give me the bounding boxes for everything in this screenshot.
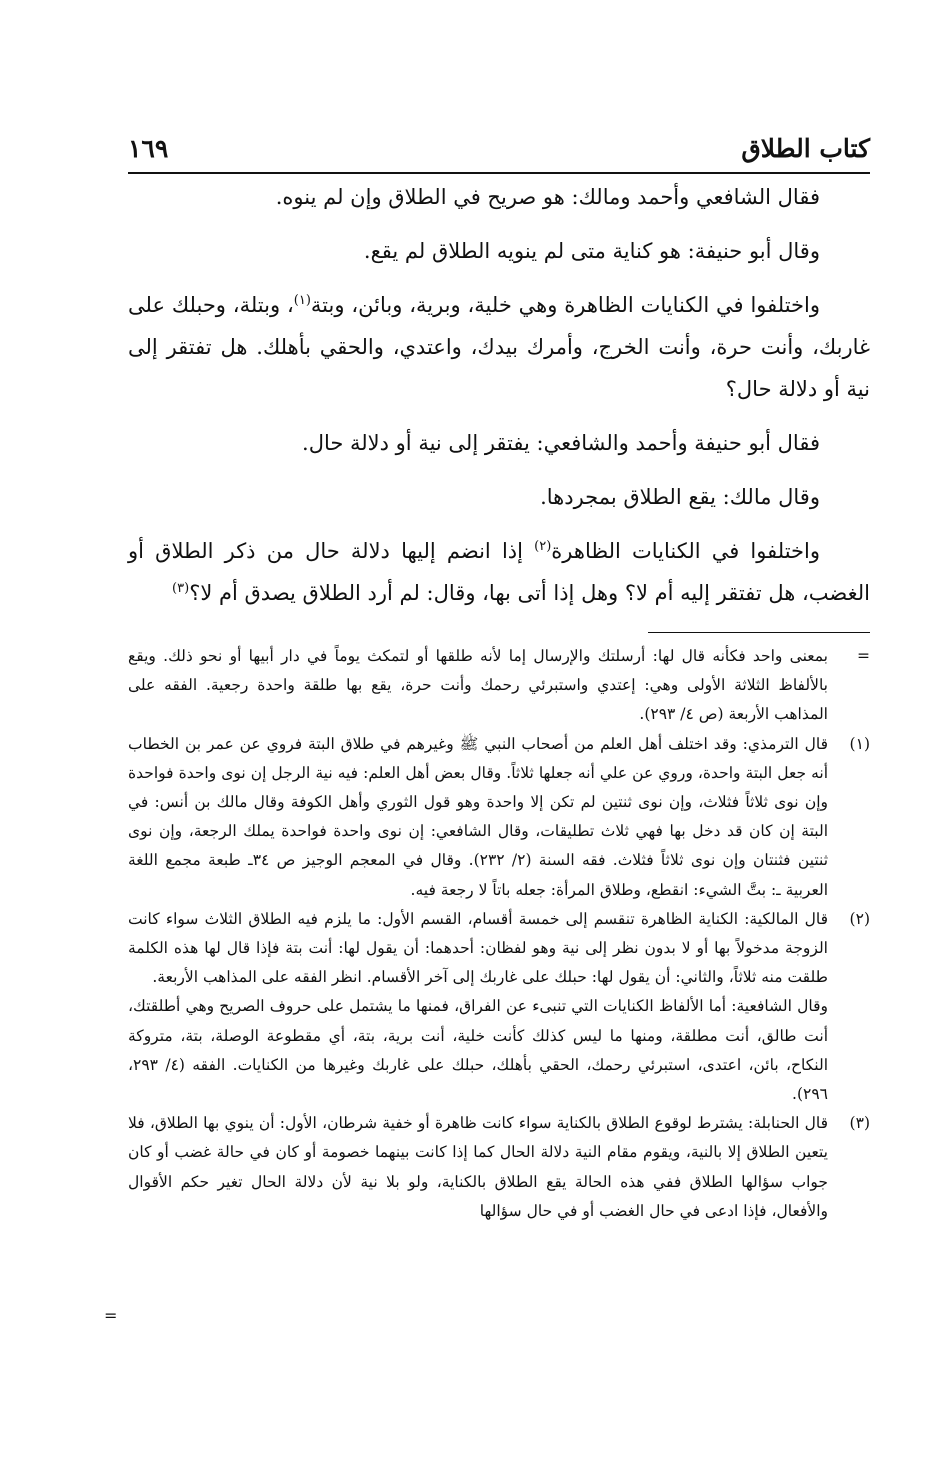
footnote-3 — [128, 1109, 870, 1226]
paragraph-6-text-b: إذا انضم إليها دلالة حال من ذكر الطلاق أو الغضب، هل تفتقر إليه أم لا؟ وهل إذا أتى بها، وقال: لم أرد الطلاق يصدق أم لا؟ — [128, 539, 870, 605]
footnote-2-text: قال المالكية: الكناية الظاهرة تنقسم إلى خمسة أقسام، القسم الأول: ما يلزم فيه الطلاق الثلاث سواء كانت الزوجة مدخولاً بها أو لا بدون نظر إلى نية وهو لفظان: أحدهما: أن يقول لها: أنت بتة فإذا قال لها هذه الكلمة طلقت منه ثلاثاً، والثاني: أن يقول لها: حبلك على غاربك إلى آخر الأقسام. انظر الفقه على المذاهب الأربعة. — [128, 909, 828, 987]
footnote-ref-3[interactable]: (٣) — [172, 581, 190, 596]
footnote-separator — [648, 632, 870, 633]
paragraph-3-text-a: واختلفوا في الكنايات الظاهرة وهي خلية، وبرية، وبائن، وبتة — [310, 293, 820, 317]
continues-marker: = — [104, 1306, 118, 1325]
paragraph-1: فقال الشافعي وأحمد ومالك: هو صريح في الطلاق وإن لم ينوه. — [275, 185, 820, 209]
paragraph-3 — [128, 284, 870, 410]
footnote-1-text: قال الترمذي: وقد اختلف أهل العلم من أصحاب النبي ﷺ وغيرهم في طلاق البتة فروي عن عمر بن الخطاب أنه جعل البتة واحدة، وروي عن علي أنه جعلها ثلاثاً. وقال بعض أهل العلم: فيه نية الرجل إن نوى واحدة فواحدة وإن نوى ثلاثاً فثلاث، وإن نوى ثنتين لم تكن إلا واحدة وهو قول الثوري وأهل الكوفة وقال مالك بن أنس: في البتة إن كان قد دخل بها فهي ثلاث تطليقات، وقال الشافعي: إن نوى واحدة فواحدة يملك الرجعة، وإن نوى ثنتين فثنتان وإن نوى ثلاثاً فثلاث. فقه السنة (٢/ ٢٣٢). وقال في المعجم الوجيز ص ٣٤ـ طبعة مجمع اللغة العربية ـ: بتَّ الشيء: انقطع، وطلاق المرأة: جعله باتاً لا رجعة فيه. — [128, 734, 829, 899]
book-title: كتاب الطلاق — [741, 133, 870, 163]
footnotes — [128, 642, 870, 1226]
continuation-marker: = — [857, 647, 870, 665]
main-text — [128, 176, 870, 626]
paragraph-3-text-b: ، وبتلة، وحبلك على غاربك، وأنت حرة، وأنت الخرج، وأمرك بيدك، واعتدي، والحقي بأهلك. هل تفتقر إلى نية أو دلالة حال؟ — [128, 293, 870, 401]
footnote-3-text: قال الحنابلة: يشترط لوقوع الطلاق بالكناية سواء كانت ظاهرة أو خفية شرطان، الأول: أن ينوي بها الطلاق، فلا يتعين الطلاق إلا بالنية، ويقوم مقام النية دلالة الحال كما إذا كانت بينهما خصومة أو كان في حالة غضب أو كان جواب سؤالها الطلاق ففي هذه الحالة يقع الطلاق بالكناية، ولو بلا نية لأن دلالة الحال تغير حكم الأقوال والأفعال، فإذا ادعى في حال الغضب أو في حال سؤالها — [128, 1114, 828, 1220]
paragraph-2: وقال أبو حنيفة: هو كناية متى لم ينويه الطلاق لم يقع. — [363, 239, 820, 263]
footnote-2-continued: وقال الشافعية: أما الألفاظ الكنايات التي تنبىء عن الفراق، فمنها ما يشتمل على حروف الصريح وهي أطلقتك، أنت طالق، أنت مطلقة، ومنها ما ليس كذلك كأنت خلية، أنت برية، بتة، أي مقطوعة الوصلة، بتة، متروكة النكاح، بائن، اعتدى، استبرئي رحمك، الحقي بأهلك، حبلك على غاربك وغيرها من الكنايات. الفقه (٤/ ٢٩٣، ٢٩٦). — [128, 997, 829, 1104]
footnote-ref-2[interactable]: (٢) — [534, 539, 552, 554]
running-header — [128, 128, 870, 168]
footnote-3-number: (٣) — [849, 1114, 870, 1133]
footnote-continuation — [128, 642, 870, 730]
paragraph-6-text-a: واختلفوا في الكنايات الظاهرة — [551, 539, 820, 563]
footnote-continuation-text: بمعنى واحد فكأنه قال لها: أرسلتك والإرسال إما لأنه طلقها أو لتمكث يوماً في دار أبيها أو نحو ذلك. ويقع بالألفاظ الثلاثة الأولى وهي: إعتدي واستبرئي رحمك وأنت حرة، يقع بها طلقة واحدة رجعية. الفقه على المذاهب الأربعة (ص ٤/ ٢٩٣). — [128, 647, 828, 724]
footnote-1 — [128, 730, 870, 905]
footnote-2 — [128, 905, 870, 993]
footnote-1-number: (١) — [849, 734, 870, 753]
footnote-2-number: (٢) — [849, 909, 870, 928]
page-number: ١٦٩ — [128, 133, 169, 163]
paragraph-4: فقال أبو حنيفة وأحمد والشافعي: يفتقر إلى نية أو دلالة حال. — [302, 431, 820, 455]
header-rule — [128, 172, 870, 174]
paragraph-5: وقال مالك: يقع الطلاق بمجردها. — [540, 485, 820, 509]
paragraph-6 — [128, 530, 870, 614]
footnote-ref-1[interactable]: (١) — [293, 293, 311, 308]
